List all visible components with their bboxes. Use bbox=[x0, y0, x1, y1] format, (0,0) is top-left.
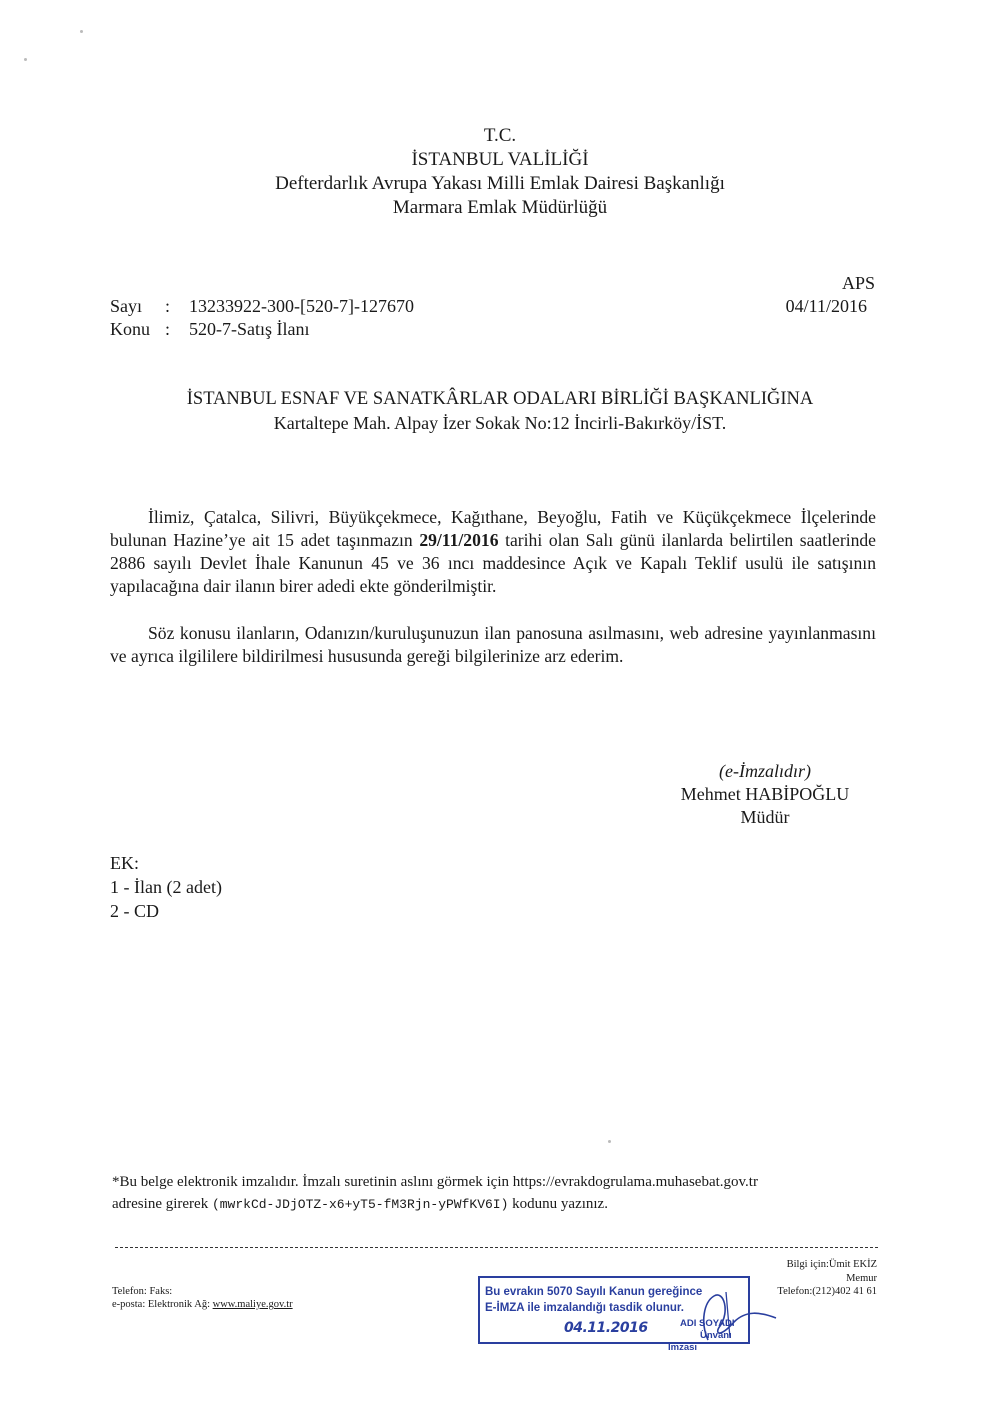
doc-date: 04/11/2016 bbox=[785, 296, 867, 316]
scan-speck bbox=[608, 1140, 611, 1143]
doc-code: APS bbox=[841, 273, 875, 293]
sayi-value: 13233922-300-[520-7]-127670 bbox=[189, 296, 414, 316]
footer-contact-phone: Telefon:(212)402 41 61 bbox=[777, 1286, 877, 1297]
sale-date: 29/11/2016 bbox=[419, 530, 499, 550]
stamp-date: 04.11.2016 bbox=[564, 1320, 648, 1336]
signer-title: Müdür bbox=[740, 807, 790, 827]
footer-contact: Bilgi için:Ümit EKİZ bbox=[786, 1259, 877, 1270]
signer-name: Mehmet HABİPOĞLU bbox=[680, 784, 850, 804]
stamp-name-label: ADI SOYADI bbox=[680, 1318, 735, 1329]
body-paragraph-1 bbox=[110, 506, 876, 598]
footer-website-link[interactable]: www.maliye.gov.tr bbox=[212, 1299, 293, 1310]
konu-value: 520-7-Satış İlanı bbox=[189, 319, 310, 339]
body-paragraph-2 bbox=[110, 622, 876, 668]
handwritten-signature bbox=[690, 1282, 780, 1342]
konu-colon: : bbox=[165, 319, 171, 339]
verification-line-1: *Bu belge elektronik imzalıdır. İmzalı suretinin aslını görmek için https://evrakdogrulama.muhasebat.gov.tr bbox=[112, 1174, 758, 1190]
body-text: İlimiz, Çatalca, Silivri, Büyükçekmece, Kağıthane, Beyoğlu, Fatih ve Küçükçekmece İlçelerinde bulunan Hazine’ye ait 15 adet taşınmazın bbox=[110, 507, 876, 550]
verification-line-2 bbox=[112, 1195, 608, 1214]
attachments-label: EK: bbox=[110, 853, 139, 873]
footer-role: Memur bbox=[846, 1273, 877, 1284]
footer-phone-fax: Telefon: Faks: bbox=[112, 1286, 173, 1297]
recipient-name: İSTANBUL ESNAF VE SANATKÂRLAR ODALARI BİRLİĞİ BAŞKANLIĞINA bbox=[186, 389, 814, 409]
scan-speck bbox=[24, 58, 27, 61]
header-tc: T.C. bbox=[483, 125, 517, 146]
stamp-title-label: Ünvanı bbox=[700, 1330, 732, 1341]
header-directorate: Marmara Emlak Müdürlüğü bbox=[392, 197, 608, 218]
e-signature-note: (e-İmzalıdır) bbox=[719, 761, 811, 781]
sayi-colon: : bbox=[165, 296, 171, 316]
header-valilik: İSTANBUL VALİLİĞİ bbox=[411, 149, 589, 170]
footer-email bbox=[112, 1298, 293, 1311]
verification-code: (mwrkCd-JDjOTZ-x6+yT5-fM3Rjn-yPWfKV6I) bbox=[211, 1197, 509, 1212]
verification-text: kodunu yazınız. bbox=[512, 1196, 608, 1212]
sayi-label: Sayı bbox=[110, 296, 143, 316]
e-signature-stamp bbox=[478, 1276, 750, 1344]
stamp-line-1: Bu evrakın 5070 Sayılı Kanun gereğince bbox=[485, 1286, 703, 1298]
scan-speck bbox=[80, 30, 83, 33]
attachment-item: 2 - CD bbox=[110, 901, 159, 921]
header-department: Defterdarlık Avrupa Yakası Milli Emlak Dairesi Başkanlığı bbox=[275, 173, 725, 194]
body-text: tarihi olan Salı günü ilanlarda belirtilen saatlerinde 2886 sayılı Devlet İhale Kanunun 45 ve 36 ıncı maddesince Açık ve Kapalı Teklif usulü ile satışının yapılacağına dair ilanın birer adedi ekte gönderilmiştir. bbox=[110, 530, 876, 596]
recipient-address: Kartaltepe Mah. Alpay İzer Sokak No:12 İncirli-Bakırköy/İST. bbox=[273, 413, 727, 433]
stamp-line-2: E-İMZA ile imzalandığı tasdik olunur. bbox=[485, 1302, 684, 1314]
stamp-signature-label: İmzası bbox=[668, 1342, 698, 1353]
footer-email-label: e-posta: Elektronik Ağ: bbox=[112, 1299, 210, 1310]
body-text: Söz konusu ilanların, Odanızın/kuruluşunuzun ilan panosuna asılmasını, web adresine yayınlanmasını ve ayrıca ilgililere bildirilmesi hususunda gereği bilgilerinize arz ederim. bbox=[110, 623, 876, 666]
konu-label: Konu bbox=[110, 319, 150, 339]
attachment-item: 1 - İlan (2 adet) bbox=[110, 877, 222, 897]
footer-divider bbox=[115, 1247, 878, 1248]
verification-text: adresine girerek bbox=[112, 1196, 209, 1212]
